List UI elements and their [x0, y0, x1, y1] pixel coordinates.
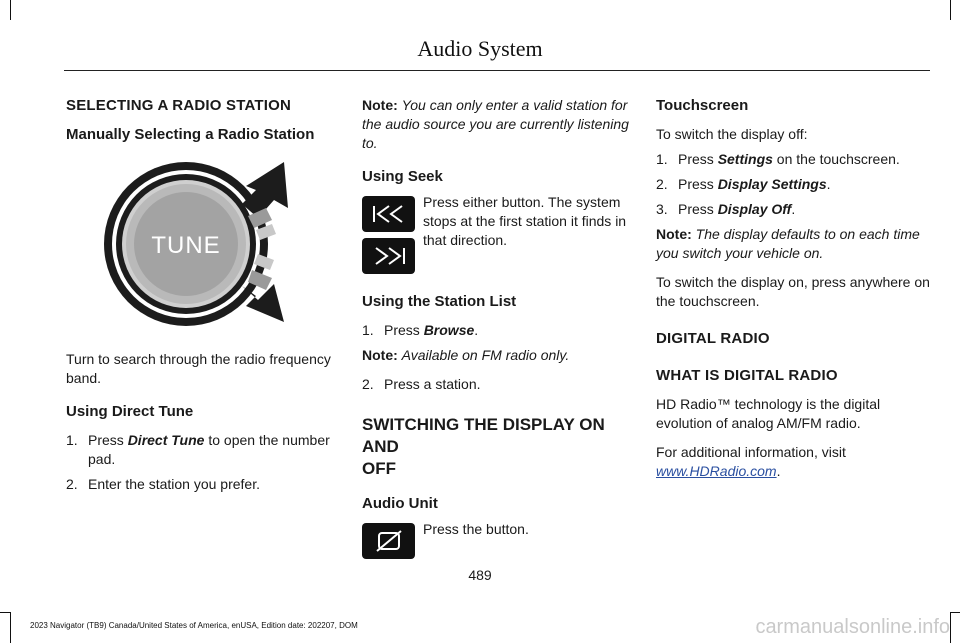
list-item: 1. Press Settings on the touchscreen.	[656, 151, 900, 167]
header-divider	[64, 70, 930, 71]
touchscreen-steps	[656, 150, 932, 219]
subheading-manual: Manually Selecting a Radio Station	[66, 126, 315, 143]
list-item: 1. Press Browse.	[362, 322, 479, 338]
audio-unit-block	[362, 523, 632, 559]
more-info-text: For additional information, visit	[656, 444, 846, 460]
seek-block	[362, 196, 632, 274]
section-heading-switching: SWITCHING THE DISPLAY ON AND OFF	[362, 415, 605, 478]
switch-on-text: To switch the display on, press anywhere on the touchscreen.	[656, 274, 930, 309]
tune-knob-illustration	[88, 156, 328, 326]
note-valid-station: Note: You can only enter a valid station for the audio source you are currently listening to.	[362, 97, 629, 151]
list-item: 3. Press Display Off.	[656, 201, 796, 217]
seek-forward-icon	[362, 238, 415, 274]
section-heading-digital-radio: DIGITAL RADIO	[656, 330, 770, 347]
seek-back-icon	[362, 196, 415, 232]
station-list-steps-2	[362, 375, 632, 394]
tune-knob-label: TUNE	[151, 232, 221, 259]
subheading-station-list: Using the Station List	[362, 293, 517, 310]
turn-instruction: Turn to search through the radio frequency band.	[66, 351, 331, 386]
page-title: Audio System	[417, 36, 543, 61]
subheading-audio-unit: Audio Unit	[362, 495, 438, 512]
station-list-steps	[362, 321, 632, 340]
hd-radio-link-line: www.HDRadio.com.	[656, 463, 781, 479]
page-number: 489	[468, 567, 492, 583]
hd-radio-text: HD Radio™ technology is the digital evolution of analog AM/FM radio.	[656, 396, 881, 431]
list-item: 2. Press a station.	[362, 376, 481, 392]
crop-mark-top-left	[10, 0, 11, 20]
note-display-default: Note: The display defaults to on each time you switch your vehicle on.	[656, 226, 920, 261]
tune-knob-icon	[88, 156, 328, 326]
crop-mark-bottom-right	[950, 612, 951, 643]
switch-off-intro: To switch the display off:	[656, 126, 808, 142]
subheading-direct-tune: Using Direct Tune	[66, 403, 194, 420]
crop-mark-bottom-left	[10, 612, 11, 643]
subheading-touchscreen: Touchscreen	[656, 97, 749, 114]
display-off-icon	[362, 523, 415, 559]
column-middle	[362, 96, 632, 559]
list-item: 2. Enter the station you prefer.	[66, 476, 260, 492]
subheading-seek: Using Seek	[362, 168, 443, 185]
hd-radio-link[interactable]: www.HDRadio.com	[656, 463, 777, 479]
column-left	[66, 96, 336, 500]
edition-footer: 2023 Navigator (TB9) Canada/United States of America, enUSA, Edition date: 202207, DOM	[30, 621, 358, 630]
note-fm-only: Note: Available on FM radio only.	[362, 347, 570, 363]
section-heading-what-is-digital: WHAT IS DIGITAL RADIO	[656, 367, 838, 384]
direct-tune-steps	[66, 431, 336, 494]
audio-unit-description: Press the button.	[423, 521, 529, 537]
list-item: 2. Press Display Settings.	[656, 176, 831, 192]
column-right	[656, 96, 932, 481]
crop-mark-top-right	[950, 0, 951, 20]
crop-mark-bottom-right-h	[950, 612, 960, 613]
crop-mark-bottom-left-h	[0, 612, 10, 613]
list-item: 1. Press Direct Tune to open the number pad.	[66, 432, 330, 467]
seek-description: Press either button. The system stops at the first station it finds in that direction.	[423, 194, 627, 248]
watermark: carmanualsonline.info	[755, 616, 950, 638]
section-heading-selecting: SELECTING A RADIO STATION	[66, 97, 291, 114]
